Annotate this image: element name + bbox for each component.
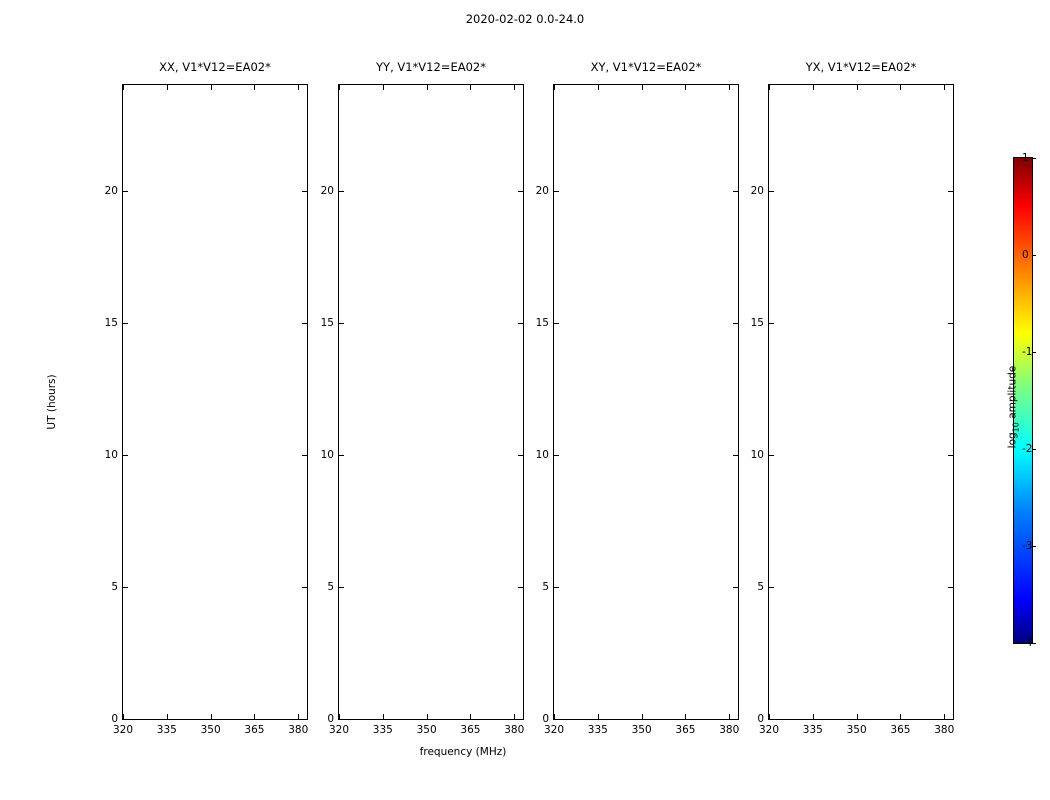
panel-xy <box>535 60 740 736</box>
colorbar-tick <box>1032 255 1036 256</box>
panel-yy <box>320 60 525 736</box>
plot-area-yy[interactable] <box>320 84 525 736</box>
ytick-label: 20 <box>320 184 334 197</box>
ytick-label: 20 <box>535 184 549 197</box>
ytick-label: 0 <box>757 713 764 725</box>
ytick-label: 20 <box>750 184 764 197</box>
x-axis-label: frequency (MHz) <box>419 746 507 758</box>
xtick-label: 350 <box>631 724 652 736</box>
xtick-label: 320 <box>758 724 780 736</box>
ytick-label: 0 <box>542 713 549 725</box>
xtick-label: 380 <box>934 724 955 736</box>
xtick-label: 365 <box>675 724 696 736</box>
xtick-label: 320 <box>112 724 134 736</box>
panel-title-xy: XY, V1*V12=EA02* <box>590 60 702 74</box>
panel-xx <box>104 60 309 736</box>
colorbar-label-tail: amplitude <box>1006 365 1019 423</box>
plot-area-xy[interactable] <box>535 84 740 736</box>
colorbar-tick-label: 1 <box>1022 152 1029 164</box>
panel-yx <box>750 60 955 736</box>
xtick-label: 350 <box>846 724 867 736</box>
panel-title-xx: XX, V1*V12=EA02* <box>159 60 271 74</box>
colorbar-tick-label: -3 <box>1022 540 1033 552</box>
colorbar-tick-label: 0 <box>1022 249 1029 261</box>
y-axis-label: UT (hours) <box>46 374 58 430</box>
plot-area-yx[interactable] <box>750 84 955 736</box>
ytick-label: 5 <box>757 580 764 593</box>
xtick-label: 335 <box>802 724 823 736</box>
figure-suptitle: 2020-02-02 0.0-24.0 <box>465 12 585 26</box>
xtick-label: 380 <box>288 724 309 736</box>
xtick-label: 335 <box>372 724 393 736</box>
xtick-label: 365 <box>890 724 911 736</box>
colorbar-tick <box>1032 352 1036 353</box>
colorbar-tick-label: -4 <box>1022 637 1033 649</box>
ytick-label: 5 <box>111 580 118 593</box>
panel-title-yx: YX, V1*V12=EA02* <box>805 60 917 74</box>
ytick-label: 15 <box>750 316 764 329</box>
colorbar-tick <box>1032 449 1036 450</box>
ytick-label: 0 <box>111 713 118 725</box>
plot-area-xx[interactable] <box>104 84 309 736</box>
ytick-label: 15 <box>535 316 549 329</box>
colorbar-tick <box>1032 546 1036 547</box>
colorbar-tick-label: -2 <box>1022 443 1033 455</box>
colorbar-label-base: log <box>1006 432 1019 449</box>
xtick-label: 365 <box>244 724 265 736</box>
colorbar-label <box>1006 366 1020 449</box>
xtick-label: 380 <box>504 724 525 736</box>
ytick-label: 10 <box>104 448 118 461</box>
colorbar-tick <box>1032 158 1036 159</box>
xtick-label: 320 <box>543 724 565 736</box>
ytick-label: 10 <box>535 448 549 461</box>
ytick-label: 5 <box>327 580 334 593</box>
xtick-label: 350 <box>416 724 437 736</box>
xtick-label: 380 <box>719 724 740 736</box>
ytick-label: 10 <box>750 448 764 461</box>
xtick-label: 365 <box>460 724 481 736</box>
colorbar-tick <box>1032 643 1036 644</box>
xtick-label: 335 <box>156 724 177 736</box>
colorbar-label-subscript: 10 <box>1011 422 1021 433</box>
ytick-label: 5 <box>542 580 549 593</box>
ytick-label: 15 <box>320 316 334 329</box>
ytick-label: 0 <box>327 713 334 725</box>
panel-title-yy: YY, V1*V12=EA02* <box>376 60 486 74</box>
xtick-label: 350 <box>200 724 221 736</box>
ytick-label: 10 <box>320 448 334 461</box>
xtick-label: 320 <box>328 724 350 736</box>
xtick-label: 335 <box>587 724 608 736</box>
ytick-label: 15 <box>104 316 118 329</box>
colorbar-tick-label: -1 <box>1022 346 1033 358</box>
ytick-label: 20 <box>104 184 118 197</box>
